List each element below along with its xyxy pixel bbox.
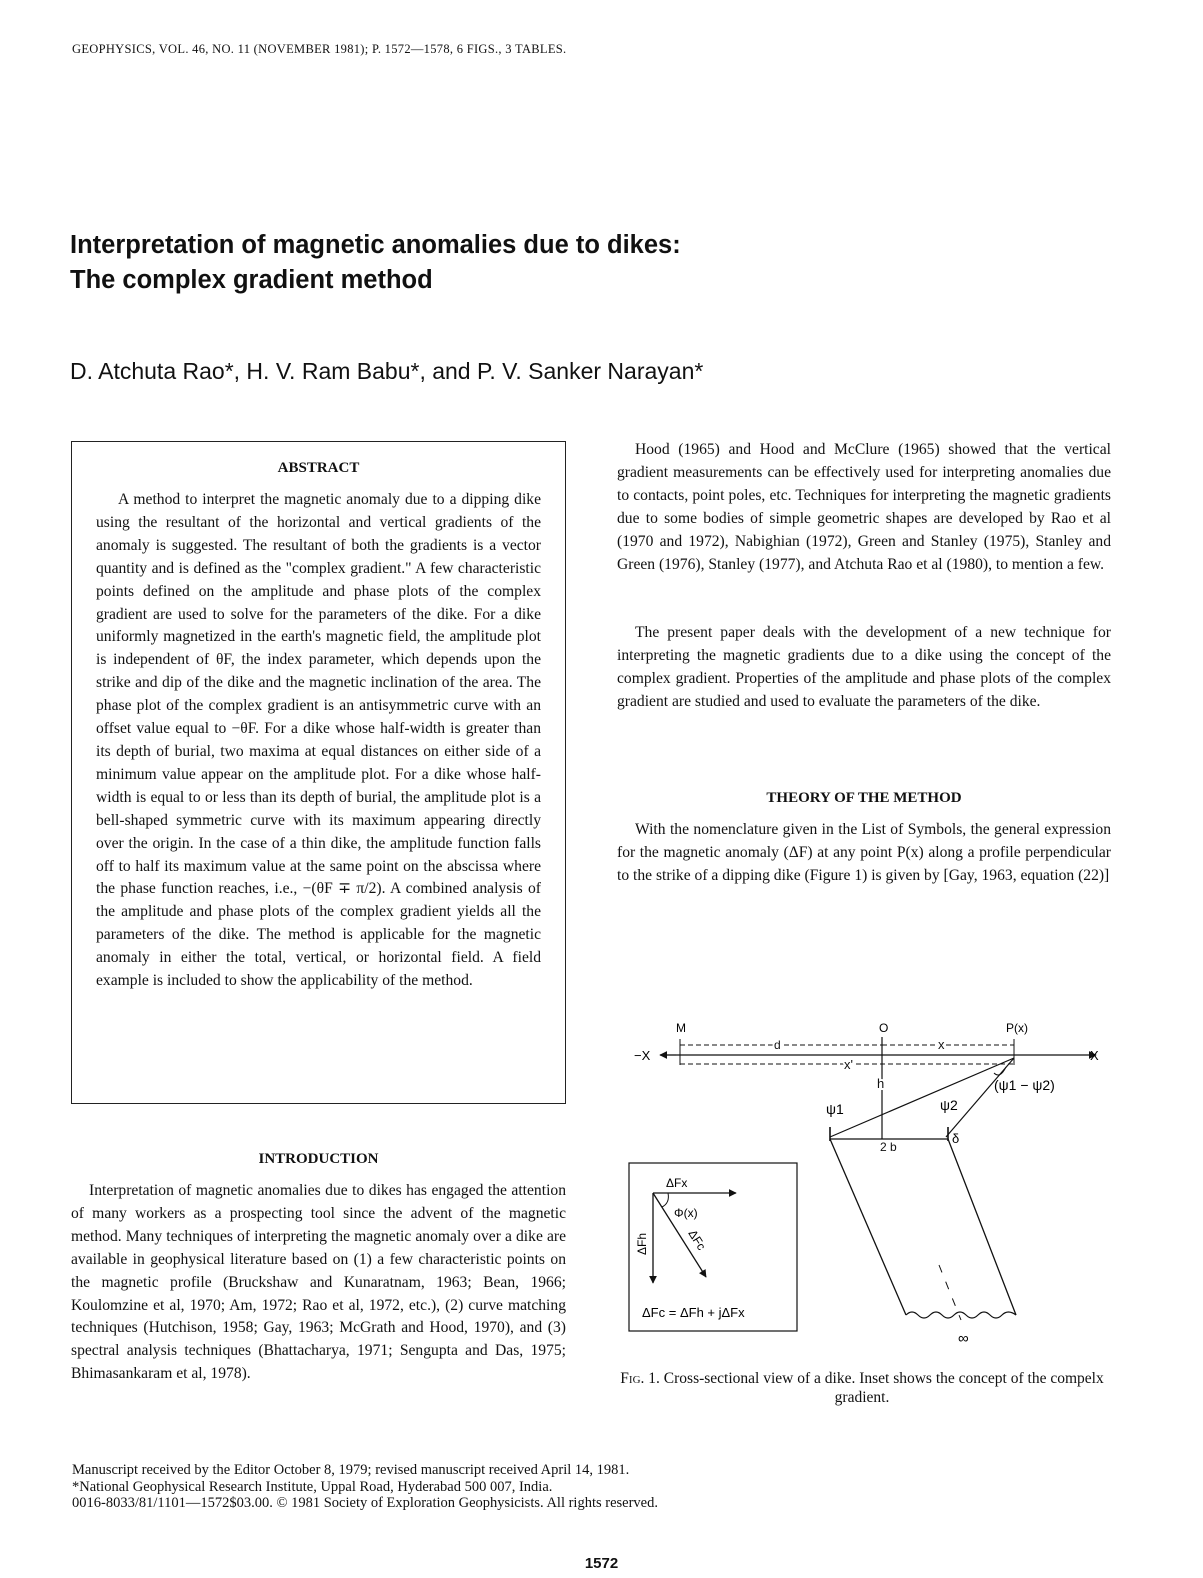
inset-equation: ΔFc = ΔFh + jΔFx bbox=[642, 1305, 745, 1320]
caption-label: Fig. 1. bbox=[620, 1370, 660, 1387]
label-delta: δ bbox=[952, 1131, 960, 1146]
introduction-heading: INTRODUCTION bbox=[258, 1151, 379, 1167]
title-line-1: Interpretation of magnetic anomalies due to dikes: bbox=[70, 231, 681, 259]
label-h: h bbox=[877, 1076, 885, 1091]
label-phi: Φ(x) bbox=[674, 1206, 698, 1220]
label-M: M bbox=[676, 1021, 686, 1035]
dike-bottom-wavy bbox=[906, 1312, 1016, 1318]
paper-title bbox=[70, 228, 970, 298]
theory-heading: THEORY OF THE METHOD bbox=[766, 790, 962, 806]
title-line-2: The complex gradient method bbox=[70, 266, 433, 294]
abstract-box bbox=[71, 441, 566, 1104]
label-dFh: ΔFh bbox=[635, 1232, 649, 1255]
figure-1-caption bbox=[612, 1369, 1112, 1407]
caption-text: Cross-sectional view of a dike. Inset shows the concept of the compelx gradient. bbox=[663, 1370, 1104, 1406]
label-O: O bbox=[879, 1021, 889, 1035]
label-psi1: ψ1 bbox=[826, 1101, 844, 1117]
right-column-paragraph-1: Hood (1965) and Hood and McClure (1965) showed that the vertical gradient measurements can be effectively used for interpreting anomalies due to contacts, point poles, etc. Techniques for interpreting the magnetic gradients due to some bodies of simple geometric shapes are developed by Rao et al (1970 and 1972), Nabighian (1972), Green and Stanley (1975), Stanley and Green (1976), Stanley (1977), and Atchuta Rao et al (1980), to mention a few. bbox=[617, 441, 1111, 573]
label-x-prime: x' bbox=[844, 1057, 853, 1072]
footnote-affiliation: *National Geophysical Research Institute, Uppal Road, Hyderabad 500 007, India. bbox=[72, 1478, 553, 1495]
journal-header: GEOPHYSICS, VOL. 46, NO. 11 (NOVEMBER 1981); P. 1572—1578, 6 FIGS., 3 TABLES. bbox=[72, 42, 567, 56]
page-number: 1572 bbox=[584, 1555, 619, 1572]
label-dFc: ΔFc bbox=[685, 1227, 709, 1253]
label-infinity: ∞ bbox=[958, 1330, 969, 1347]
label-x: x bbox=[938, 1037, 945, 1052]
footnote-copyright: 0016-8033/81/1101—1572$03.00. © 1981 Society of Exploration Geophysicists. All rights reserved. bbox=[72, 1495, 658, 1511]
label-plus-x: X bbox=[1090, 1048, 1099, 1063]
label-P: P(x) bbox=[1006, 1021, 1028, 1035]
figure-1-dike-diagram bbox=[596, 1015, 1116, 1355]
theory-text: With the nomenclature given in the List of Symbols, the general expression for the magnetic anomaly (ΔF) at any point P(x) along a profile perpendicular to the strike of a dipping dike (Figure 1) is given by [Gay, 1963, equation (22)] bbox=[617, 821, 1111, 884]
right-column-paragraph-2: The present paper deals with the development of a new technique for interpreting the magnetic gradients due to a dike using the concept of the complex gradient. Properties of the amplitude and phase plots of the complex gradient are studied and used to evaluate the parameters of the dike. bbox=[617, 624, 1111, 710]
abstract-text: A method to interpret the magnetic anomaly due to a dipping dike using the resultant of the horizontal and vertical gradients of the anomaly is suggested. The resultant of both the gradients is a vector quantity and is defined as the "complex gradient." A few characteristic points defined on the amplitude and phase plots of the complex gradient are used to solve for the parameters of the dike. For a dike uniformly magnetized in the earth's magnetic field, the amplitude plot is independent of θF, the index parameter, which depends upon the strike and dip of the dike and the magnetic inclination of the area. The phase plot of the complex gradient is an antisymmetric curve with an offset value equal to −θF. For a dike whose half-width is greater than its depth of burial, two maxima at equal distances on either side of a minimum value appear on the amplitude plot. For a dike whose half-width is equal to or less than its depth of burial, the amplitude plot is a bell-shaped symmetric curve with its maximum appearing directly over the origin. In the case of a thin dike, the amplitude function falls off to half its maximum value at the same point on the abscissa where the phase function reaches, i.e., −(θF ∓ π/2). A combined analysis of the amplitude and phase plots of the complex gradient yields all the parameters of the dike. The method is applicable for the magnetic anomaly in either the total, vertical, or horizontal field. A field example is included to show the applicability of the method. bbox=[96, 491, 541, 990]
ray-to-left-corner bbox=[830, 1058, 1014, 1137]
label-dFx: ΔFx bbox=[666, 1176, 688, 1190]
footnotes bbox=[72, 1462, 658, 1512]
abstract-heading: ABSTRACT bbox=[277, 460, 360, 476]
inset-phi-arc bbox=[662, 1193, 668, 1207]
label-psi-diff: (ψ1 − ψ2) bbox=[994, 1077, 1055, 1093]
label-minus-x: −X bbox=[634, 1048, 651, 1063]
introduction-text: Interpretation of magnetic anomalies due to dikes has engaged the attention of many workers as a prospecting tool since the advent of the magnetic method. Many techniques of interpreting the magnetic anomaly over a dike are available in geophysical literature based on (1) a few characteristic points on the magnetic profile (Bruckshaw and Kunaratnam, 1963; Bean, 1966; Koulomzine et al, 1970; Am, 1972; Rao et al, 1972, etc.), (2) curve matching techniques (Hutchison, 1958; Gay, 1963; McGrath and Hood, 1970), and (3) spectral analysis techniques (Bhattacharya, 1971; Sengupta and Das, 1975; Bhimasankaram et al, 1978). bbox=[71, 1182, 566, 1383]
label-psi2: ψ2 bbox=[940, 1097, 958, 1113]
author-list: D. Atchuta Rao*, H. V. Ram Babu*, and P. V. Sanker Narayan* bbox=[70, 358, 704, 384]
dike-left-side bbox=[830, 1139, 906, 1315]
footnote-received: Manuscript received by the Editor October 8, 1979; revised manuscript received April 14, 1981. bbox=[72, 1462, 630, 1478]
label-2b: 2 b bbox=[880, 1140, 897, 1154]
label-d: d bbox=[774, 1038, 781, 1052]
dike-right-side bbox=[948, 1139, 1016, 1315]
infinity-dash bbox=[939, 1265, 961, 1320]
